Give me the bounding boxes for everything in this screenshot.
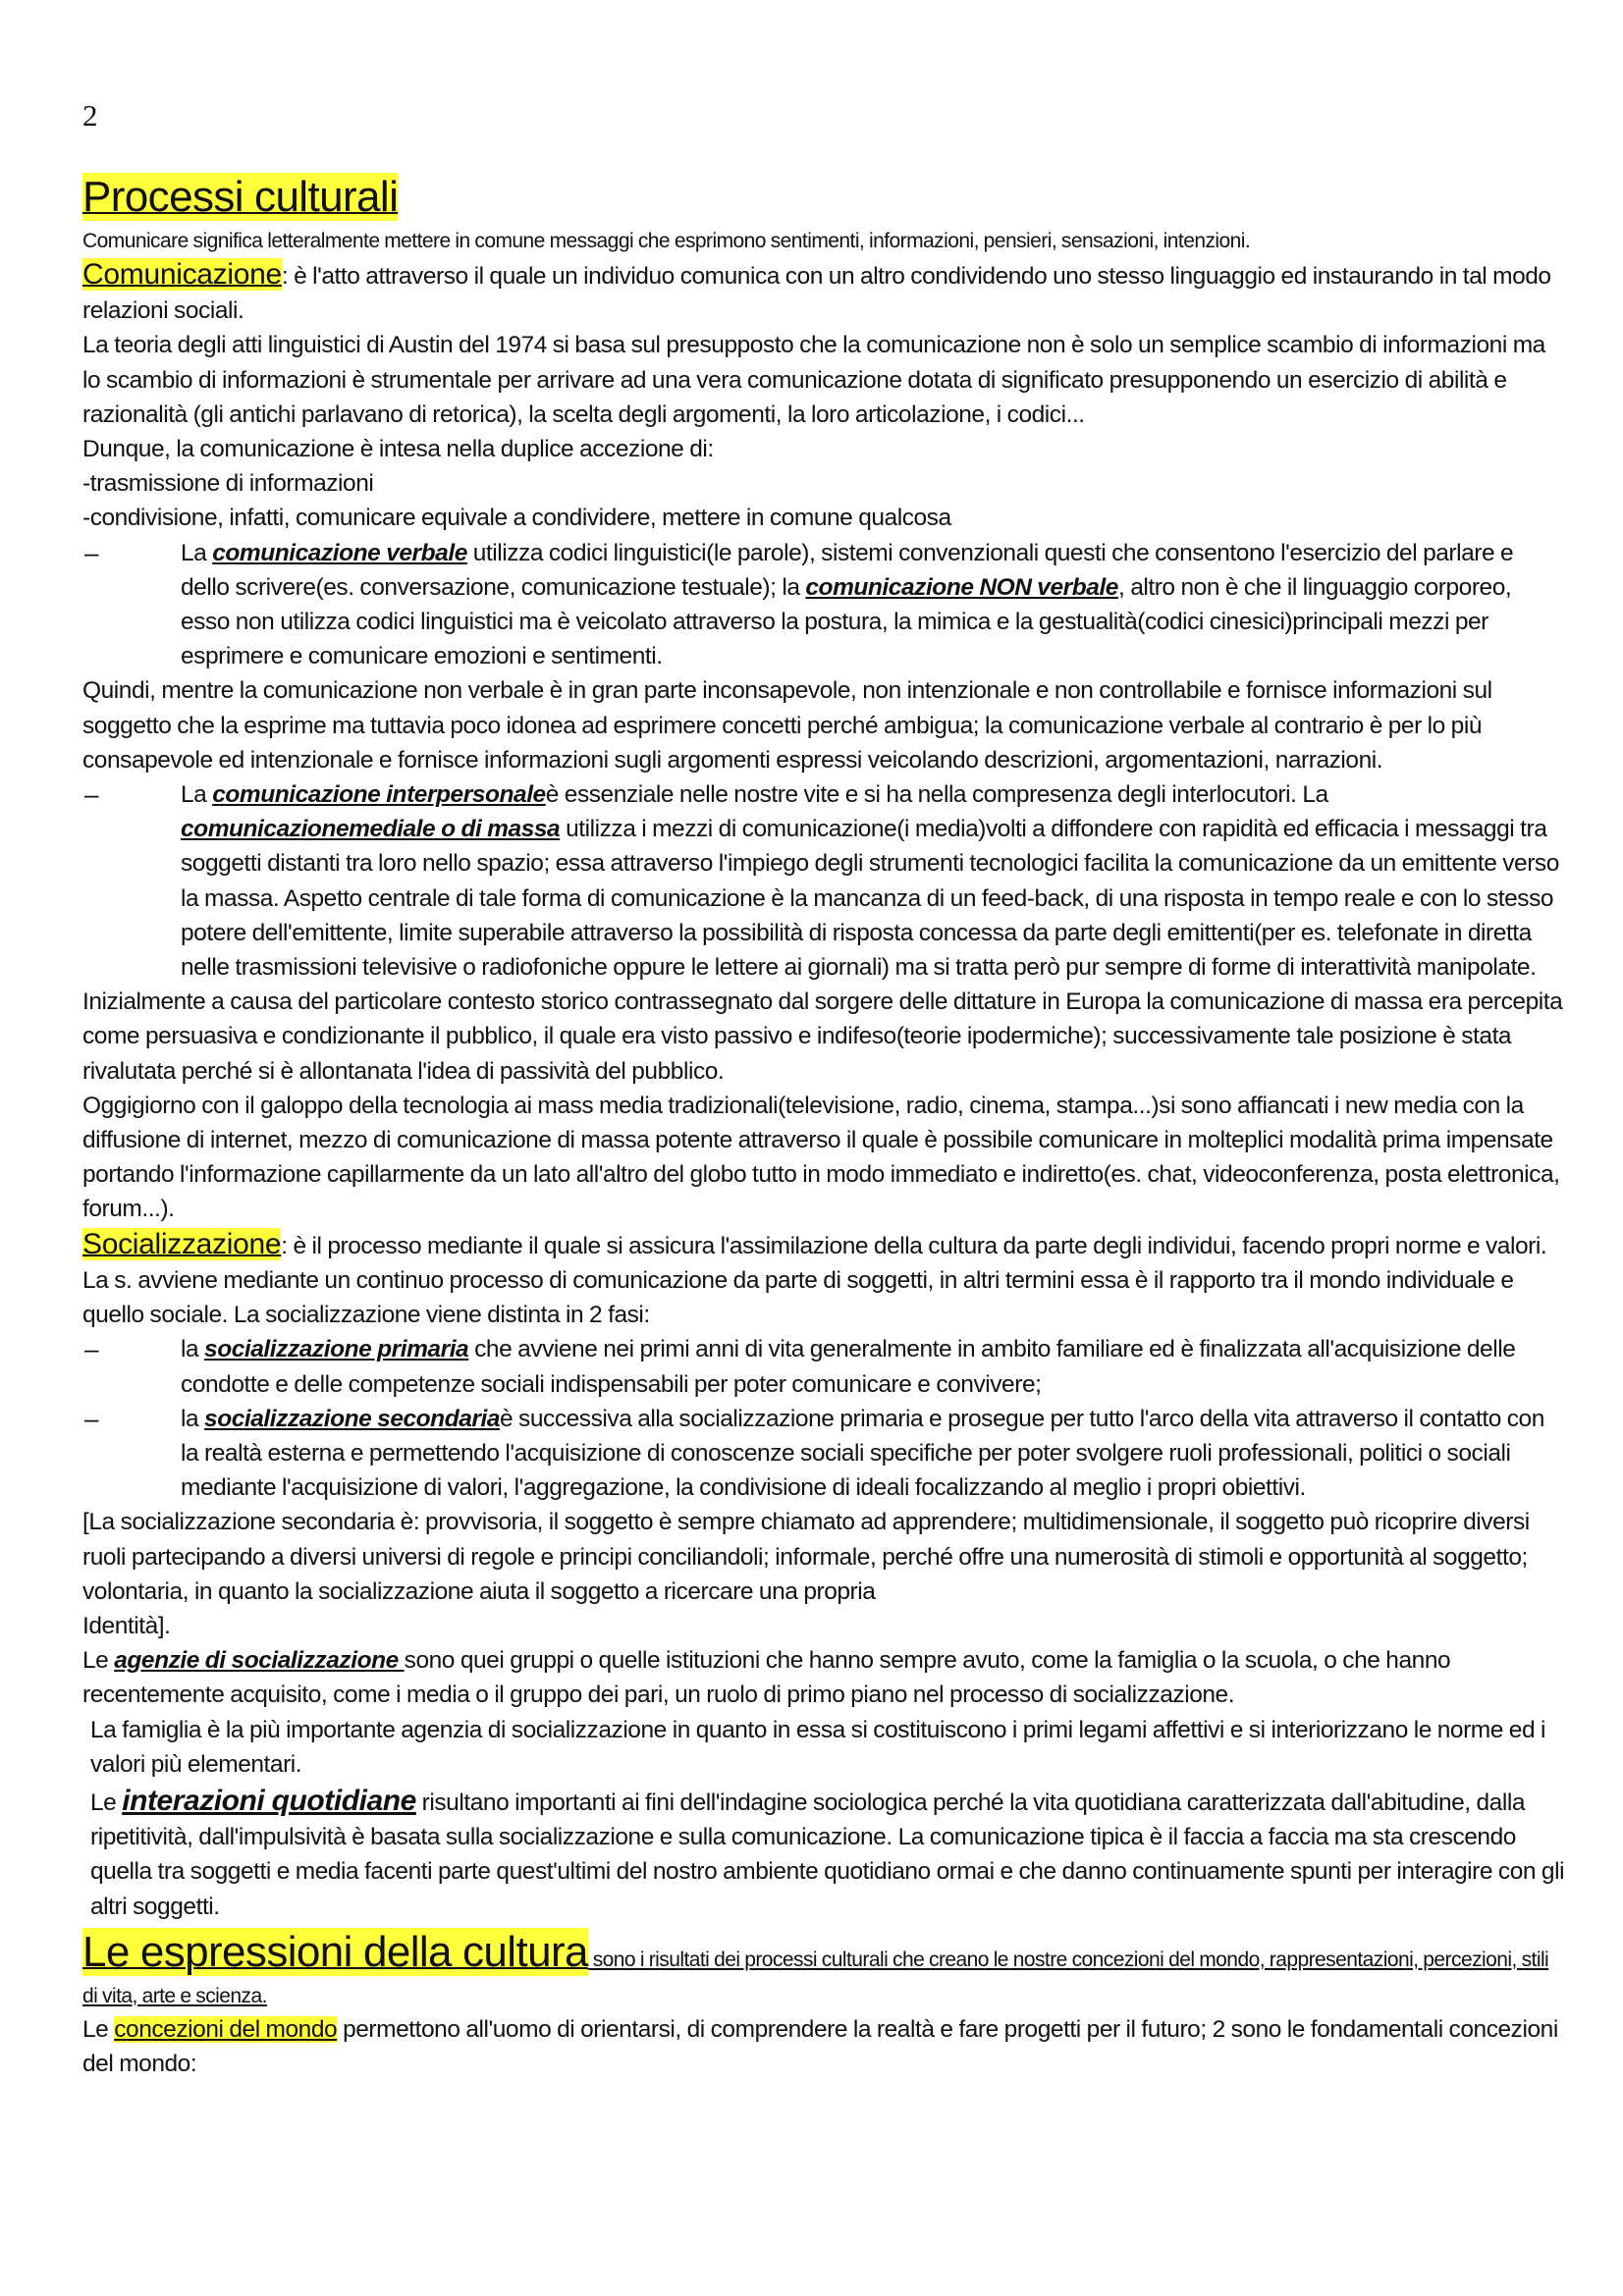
text: permettono all'uomo di orientarsi, di comprendere la realtà e fare progetti per il futuro; 2 sono le fondamentali concezioni del mondo: [82,2015,1558,2077]
text: Le [90,1789,123,1816]
quindi-paragraph: Quindi, mentre la comunicazione non verbale è in gran parte inconsapevole, non intenzionale e non controllabile e fornisce informazioni sul soggetto che la esprime ma tuttavia poco idonea ad esprimere concetti perché ambigua; la comunicazione verbale al contrario è per lo più consapevole ed intenzionale e fornisce informazioni sugli argomenti espressi veicolando descrizioni, argomentazioni, narrazioni. [82,677,1492,774]
intro-paragraph: Comunicare significa letteralmente mettere in comune messaggi che esprimono sentimenti, informazioni, pensieri, sensazioni, intenzioni. [82,230,1251,252]
accezione-1: -trasmissione di informazioni [82,470,374,498]
famiglia-paragraph: La famiglia è la più importante agenzia di socializzazione in quanto in essa si costituiscono i primi legami affettivi e si interiorizzano le norme ed i valori più elementari. [90,1716,1546,1778]
term-concezioni-mondo: concezioni del mondo [114,2015,338,2043]
page-content [82,169,1565,2081]
accezione-2: -condivisione, infatti, comunicare equivale a condividere, mettere in comune qualcosa [82,505,951,532]
text: , altro non è che il linguaggio corporeo, esso non utilizza codici linguistici ma è veicolato attraverso la postura, la mimica e la gestualità(codici cinesici)principali mezzi per esprimere e comunicare emozioni e sentimenti. [181,573,1512,670]
term-agenzie-socializzazione: agenzie di socializzazione [114,1647,405,1675]
espressioni-paragraph [82,1924,1565,2012]
term-comunicazione-non-verbale: comunicazione NON verbale [805,573,1118,601]
agenzie-paragraph [82,1643,1565,1712]
title-highlight: Processi culturali [82,173,399,221]
text: La [181,781,213,809]
espressioni-rest-text: sono i risultati dei processi culturali che creano le nostre concezioni del mondo, rappresentazioni, percezioni, stili di vita, arte e scienza. [82,1948,1549,2007]
text: è successiva alla socializzazione primaria e prosegue per tutto l'arco della vita attraverso il contatto con la realtà esterna e permettendo l'acquisizione di conoscenze sociali specifiche per poter svolgere ruoli professionali, politici o sociali mediante l'acquisizione di valori, l'aggregazione, la condivisione di ideali focalizzando al meglio i propri obiettivi. [181,1405,1544,1502]
list-socializzazione-fasi [82,1332,1565,1505]
text: risultano importanti ai fini dell'indagine sociologica perché la vita quotidiana caratterizzata dall'abitudine, dalla ripetitività, dall'impulsività è basata sulla socializzazione e sulla comunicazione. La comunicazione tipica è il faccia a faccia ma sta crescendo quella tra soggetti e media facenti parte quest'ultimi del nostro ambiente quotidiano ormai e che danno continuamente spunti per interagire con gli altri soggetti. [90,1789,1565,1920]
term-interazioni-quotidiane: interazioni quotidiane [122,1784,416,1817]
austin-paragraph: La teoria degli atti linguistici di Austin del 1974 si basa sul presupposto che la comunicazione non è solo un semplice scambio di informazioni ma lo scambio di informazioni è strumentale per arrivare ad una vera comunicazione dotata di significato presupponendo un esercizio di abilità e razionalità (gli antichi parlavano di retorica), la scelta degli argomenti, la loro articolazione, i codici... [82,332,1545,428]
text: la [181,1336,205,1363]
term-socializzazione-secondaria: socializzazione secondaria [204,1405,501,1432]
text: utilizza codici linguistici(le parole), sistemi convenzionali questi che consentono l'esercizio del parlare e dello scrivere(es. conversazione, comunicazione testuale); la [181,539,1514,601]
text: Le [82,2015,115,2043]
term-socializzazione: Socializzazione [82,1227,282,1260]
section-title-espressioni-cultura: Le espressioni della cultura [82,1927,588,1976]
list-item-secondaria [181,1402,1565,1506]
dunque-paragraph: Dunque, la comunicazione è intesa nella duplice accezione di: [82,436,714,463]
secondaria-note-end: Identità]. [82,1612,171,1639]
section-title-processi-culturali [82,169,1565,226]
term-comunicazione: Comunicazione [82,258,282,291]
text: Le [82,1647,115,1675]
text: utilizza i mezzi di comunicazione(i media)volti a diffondere con rapidità ed efficacia i messaggi tra soggetti distanti tra loro nello spazio; essa attraverso l'impiego degli strumenti tecnologici facilita la comunicazione da un emittente verso la massa. Aspetto centrale di tale forma di comunicazione è la mancanza di un feed-back, di una risposta in tempo reale e con lo stesso potere dell'emittente, limite superabile attraverso la possibilità di risposta concessa da parte degli emittenti(per es. telefonate in diretta nelle trasmissioni televisive o radiofoniche oppure le lettere ai giornali) ma si tratta però pur sempre di forme di interattività manipolate. [181,816,1559,982]
text: sono quei gruppi o quelle istituzioni che hanno sempre avuto, come la famiglia o la scuola, o che hanno recentemente acquisito, come i media o il gruppo dei pari, un ruolo di primo piano nel processo di socializzazione. [82,1647,1451,1709]
term-comunicazione-mediale: comunicazionemediale o di massa [181,816,561,843]
inizialmente-paragraph: Inizialmente a causa del particolare contesto storico contrassegnato dal sorgere delle dittature in Europa la comunicazione di massa era percepita come persuasiva e condizionante il pubblico, il quale era visto passivo e indifeso(teorie ipodermiche); successivamente tale posizione è stata rivalutata perché si è allontanata l'idea di passività del pubblico. [82,988,1563,1085]
list-item-primaria [181,1332,1565,1401]
text: che avviene nei primi anni di vita generalmente in ambito familiare ed è finalizzata all'acquisizione delle condotte e delle competenze sociali indispensabili per poter comunicare e convivere; [181,1336,1516,1398]
oggigiorno-paragraph: Oggigiorno con il galoppo della tecnologia ai mass media tradizionali(televisione, radio, cinema, stampa...)si sono affiancati i new media con la diffusione di internet, mezzo di comunicazione di massa potente attraverso il quale è possibile comunicare in molteplici modalità prima impensate portando l'informazione capillarmente da un lato all'altro del globo tutto in modo immediato e indiretto(es. chat, videoconferenza, posta elettronica, forum...). [82,1092,1560,1223]
text: la [181,1405,205,1432]
text: è essenziale nelle nostre vite e si ha nella compresenza degli interlocutori. La [545,781,1328,809]
concezioni-paragraph [82,2012,1565,2081]
list-comunicazione-tipi [82,536,1565,674]
list-item-verbale [181,536,1565,674]
interazioni-paragraph [82,1784,1565,1924]
secondaria-note: [La socializzazione secondaria è: provvisoria, il soggetto è sempre chiamato ad apprendere; multidimensionale, il soggetto può ricoprire diversi ruoli partecipando a diversi universi di regole e principi conciliandoli; informale, perché offre una numerosità di stimoli e opportunità al soggetto; volontaria, in quanto la socializzazione aiuta il soggetto a ricercare una propria [82,1509,1530,1605]
page-number: 2 [82,98,98,133]
term-comunicazione-verbale: comunicazione verbale [212,539,467,566]
socializzazione-def-text: : è il processo mediante il quale si assicura l'assimilazione della cultura da parte degli individui, facendo propri norme e valori. La s. avviene mediante un continuo processo di comunicazione da parte di soggetti, in altri termini essa è il rapporto tra il mondo individuale e quello sociale. La socializzazione viene distinta in 2 fasi: [82,1232,1547,1329]
term-comunicazione-interpersonale: comunicazione interpersonale [212,781,546,809]
list-comunicazione-interpersonale [82,777,1565,985]
comunicazione-definition [82,257,1565,328]
text: La [181,539,213,566]
list-item-interpersonale [181,777,1565,985]
comunicazione-def-text: : è l'atto attraverso il quale un individuo comunica con un altro condividendo uno stesso linguaggio ed instaurando in tal modo relazioni sociali. [82,263,1551,325]
term-socializzazione-primaria: socializzazione primaria [204,1336,469,1363]
socializzazione-definition [82,1227,1565,1333]
